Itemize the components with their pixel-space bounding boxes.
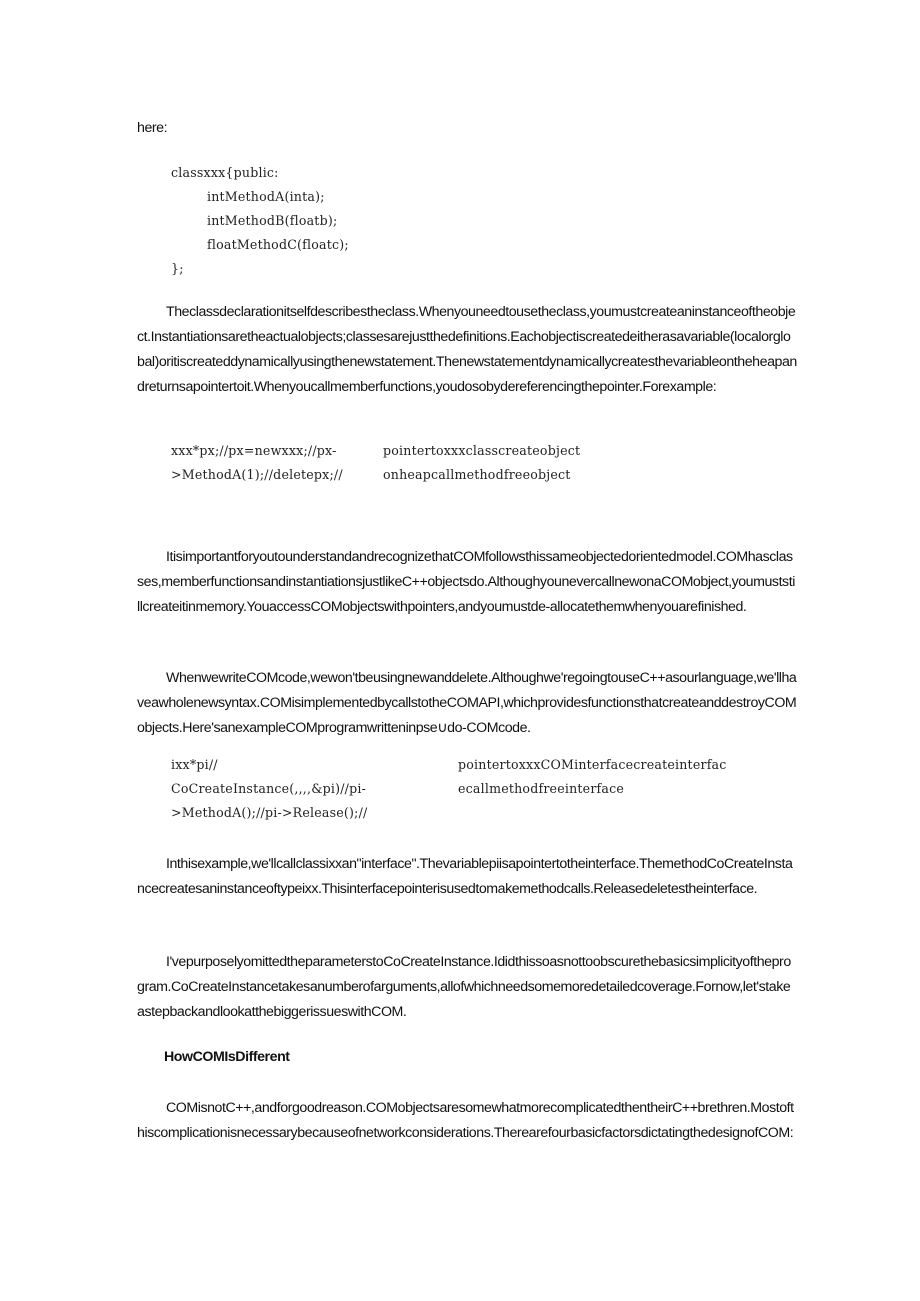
code-comment: pointertoxxxclasscreateobjectonheapcallmethodfreeobject	[383, 443, 581, 482]
paragraph-com-object-model: ItisimportantforyoutounderstandandrecognizethatCOMfollowsthissameobjectedorientedmodel.COMhasclasses,memberfunctionsandinstantiationsjustlikeC++objectsdo.AlthoughyounevercallnewonaCOMobject,youmuststillcreateitinmemory.YouaccessCOMobjectswithpointers,andyoumustde-allocatethemwhenyouarefinished.	[137, 549, 795, 615]
code-comment: pointertoxxxCOMinterfacecreateinterfacecallmethodfreeinterface	[458, 757, 727, 796]
code-line: >MethodA();//pi->Release();//	[171, 805, 368, 820]
code-line: xxx*px;//px=newxxx;//px-	[171, 443, 337, 458]
code-line: intMethodB(floatb);	[207, 213, 338, 228]
paragraph-com-not-cpp: COMisnotC++,andforgoodreason.COMobjectsaresomewhatmorecomplicatedthentheirC++brethren.Mostofthiscomplicationisnecessarybecauseofnetworkconsiderations.TherearefourbasicfactorsdictatingthedesignofCOM:	[137, 1100, 794, 1141]
code-line: classxxx{public:	[171, 165, 279, 180]
code-line: floatMethodC(floatc);	[207, 237, 349, 252]
paragraph-com-code: WhenwewriteCOMcode,wewon'tbeusingnewanddelete.Althoughwe'regoingtouseC++asourlanguage,we'llhaveawholenewsyntax.COMisimplementedbycallstotheCOMAPI,whichprovidesfunctionsthatcreateanddestroyCOMobjects.Here'sanexampleCOMprogramwritteninpse∪do-COMcode.	[137, 670, 797, 736]
paragraph-interface-example: Inthisexample,we'llcallclassixxan"interface".Thevariablepiisapointertotheinterface.ThemethodCoCreateInstancecreatesaninstanceoftypeixx.Thisinterfacepointerisusedtomakemethodcalls.Releasedeletestheinterface.	[137, 856, 793, 897]
section-heading: HowCOMIsDifferent	[164, 1049, 290, 1065]
code-line: ixx*pi//	[171, 757, 218, 772]
code-line: CoCreateInstance(,,,,&pi)//pi-	[171, 781, 367, 796]
intro-label: here:	[137, 120, 168, 136]
paragraph-class-declaration: Theclassdeclarationitselfdescribestheclass.Whenyouneedtousetheclass,youmustcreateaninstanceoftheobject.Instantiationsaretheactualobjects;classesarejustthedefinitions.Eachobjectiscreatedeitherasavariable(localorglobal)oritiscreateddynamicallyusingthenewstatement.Thenewstatementdynamicallycreatesthevariableontheheapandreturnsapointertoit.Whenyoucallmemberfunctions,youdosobydereferencingthepointer.Forexample:	[137, 304, 797, 395]
code-line: >MethodA(1);//deletepx;//	[171, 467, 343, 482]
code-line: };	[171, 261, 184, 276]
code-line: intMethodA(inta);	[207, 189, 325, 204]
paragraph-omitted-parameters: I'vepurposelyomittedtheparameterstoCoCreateInstance.Ididthissoasnottoobscurethebasicsimplicityoftheprogram.CoCreateInstancetakesanumberofarguments,allofwhichneedsomemoredetailedcoverage.Fornow,let'stakeastepbackandlookatthebiggerissueswithCOM.	[137, 954, 791, 1020]
